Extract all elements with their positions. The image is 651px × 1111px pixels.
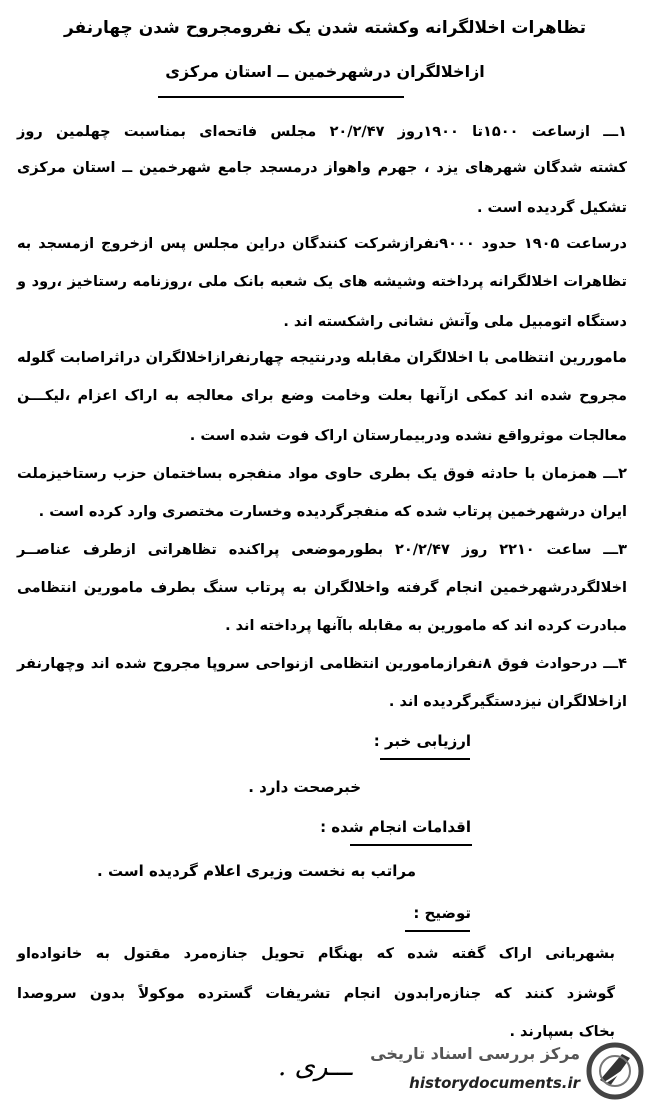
evaluation-heading-underline [380, 758, 470, 760]
note-line: گوشزد کنند که جنازه‌رابدون انجام تشریفات گسترده موکولاً بدون سروصدا [17, 986, 615, 1002]
watermark-url: historydocuments.ir [409, 1074, 580, 1092]
actions-heading: اقدامات انجام شده : [320, 818, 471, 836]
watermark-name: مرکز بررسی اسناد تاریخی [370, 1044, 580, 1063]
actions-text: مراتب به نخست وزیری اعلام گردیده است . [97, 862, 416, 880]
body-line: ۱ـــ ازساعت ۱۵۰۰تا ۱۹۰۰روز ۲۰/۲/۴۷ مجلس فاتحه‌ای بمناسبت چهلمین روز [17, 124, 628, 140]
note-heading-underline [405, 930, 470, 932]
body-line: ایران درشهرخمین پرتاب شده که منفجرگردیده وخسارت مختصری وارد کرده است . [38, 504, 627, 520]
body-line: دستگاه اتومبیل ملی وآتش نشانی راشکسته اند . [283, 314, 627, 330]
note-line: بشهربانی اراک گفته شده که بهنگام تحویل جنازه‌مرد مقتول به خانواده‌او [17, 946, 615, 962]
body-line: ۴ـــ درحوادث فوق ۸نفرازمامورین انتظامی ازنواحی سروپا مجروح شده اند وچهارنفر [17, 656, 627, 672]
body-line: تشکیل گردیده است . [477, 200, 627, 216]
body-line: ۲ـــ همزمان با حادثه فوق یک بطری حاوی مواد منفجره بساختمان حزب رستاخیزملت [17, 466, 627, 482]
watermark [372, 1038, 644, 1104]
title-underline [158, 96, 404, 98]
evaluation-heading: ارزیابی خبر : [373, 732, 471, 750]
evaluation-text: خبرصحت دارد . [248, 778, 361, 796]
note-line: بخاک بسپارند . [509, 1024, 615, 1040]
body-line: ۳ـــ ساعت ۲۲۱۰ روز ۲۰/۲/۴۷ بطورموضعی پراکنده تظاهراتی ازطرف عناصــر [17, 542, 627, 558]
body-line: ازاخلالگران نیزدستگیرگردیده اند . [388, 694, 627, 710]
document-title-line-2: ازاخلالگران درشهرخمین ــ استان مرکزی [165, 62, 485, 81]
center-logo-icon [586, 1042, 644, 1100]
body-line: معالجات موثرواقع نشده ودربیمارستان اراک فوت شده است . [189, 428, 627, 444]
body-line: اخلالگردرشهرخمین انجام گرفته واخلالگران به پرتاب سنگ بطرف مامورین انتظامی [17, 580, 627, 596]
body-line: تظاهرات اخلالگرانه پرداخته وشیشه های یک شعبه بانک ملی ،روزنامه رستاخیز ،رود و [17, 274, 627, 290]
body-line: مبادرت کرده اند که مامورین به مقابله باآنها پرداخته اند . [225, 618, 627, 634]
document-title-line-1: تظاهرات اخلالگرانه وکشته شدن یک نفرومجروح شدن چهارنفر [63, 18, 587, 38]
body-line: مجروح شده اند کمکی ازآنها بعلت وخامت وضع برای معالجه به اراک اعزام ،لیکـــن [17, 388, 627, 404]
note-heading: توضیح : [413, 904, 471, 922]
body-line: ماموررین انتظامی با اخلالگران مقابله ودرنتیجه چهارنفرازاخلالگران دراثراصابت گلوله [17, 350, 627, 366]
actions-heading-underline [350, 844, 472, 846]
body-line: کشته شدگان شهرهای یزد ، جهرم واهواز درمسجد جامع شهرخمین ــ استان مرکزی [17, 160, 627, 176]
body-line: درساعت ۱۹۰۵ حدود ۹۰۰۰نفرازشرکت کنندگان دراین مجلس پس ازخروج ازمسجد به [17, 236, 627, 252]
signature: ـــری . [278, 1052, 353, 1082]
